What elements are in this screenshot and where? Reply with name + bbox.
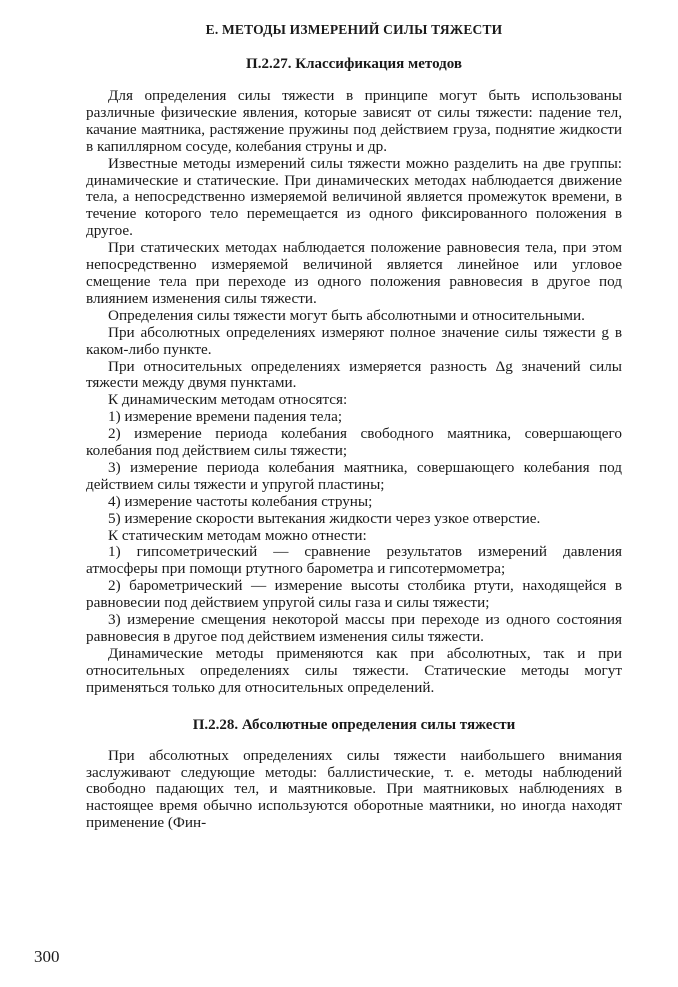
list-item: 3) измерение периода колебания маятника, совершающего колебания под действием силы тяжести и упругой пластины; [86,458,622,493]
paragraph: Определения силы тяжести могут быть абсолютными и относительными. [108,306,585,324]
list-item: 2) барометрический — измерение высоты столбика ртути, находящейся в равновесии под действием упругой силы газа и силы тяжести; [86,577,622,612]
paragraph: При относительных определениях измеряется разность Δg значений силы тяжести между двумя пунктами. [86,357,622,392]
list-item: 4) измерение частоты колебания струны; [108,492,373,510]
list-item: 1) измерение времени падения тела; [108,408,343,426]
section-title-2-28: П.2.28. Абсолютные определения силы тяжести [192,716,516,733]
section-body-2-28 [86,748,622,833]
list-item: 3) измерение смещения некоторой массы при переходе из одного состояния равновесия в другое под действием изменения силы тяжести. [86,611,622,645]
paragraph: Динамические методы применяются как при абсолютных, так и при относительных определениях силы тяжести. Статические методы могут применяться только для относительных определений. [86,644,622,696]
list-item: 2) измерение периода колебания свободного маятника, совершающего колебания под действием силы тяжести; [86,425,622,460]
page-number: 300 [34,947,60,966]
paragraph: При статических методах наблюдается положение равновесия тела, при этом непосредственно измеряемой величиной является линейное или угловое смещение тела при переходе из одного положения равновесия в другое под влиянием изменения силы тяжести. [86,239,622,307]
paragraph: Для определения силы тяжести в принципе могут быть использованы различные физические явления, которые зависят от силы тяжести: падение тел, качание маятника, растяжение пружины под действием груза, поднятие жидкости в капиллярном сосуде, колебания струны и др. [86,87,622,155]
section-body-2-27 [86,88,622,697]
list-item: 1) гипсометрический — сравнение результатов измерений давления атмосферы при помощи ртутного барометра и гипсотермометра; [86,543,622,578]
paragraph: Известные методы измерений силы тяжести можно разделить на две группы: динамические и статические. При динамических методах наблюдается движение тела, а непосредственно измеряемой величиной является промежуток времени, в течение которого тело перемещается из одного фиксированного положения в другое. [86,154,622,240]
paragraph: К динамическим методам относятся: [108,391,348,409]
chapter-title: Е. МЕТОДЫ ИЗМЕРЕНИЙ СИЛЫ ТЯЖЕСТИ [205,22,503,37]
paragraph: При абсолютных определениях силы тяжести наибольшего внимания заслуживают следующие методы: баллистические, т. е. методы наблюдений свободно падающих тел, и маятниковые. При маятниковых наблюдениях в настоящее время обычно используются оборотные маятники, но иногда находят применение (Фин- [86,746,622,832]
document-page [86,22,622,832]
paragraph: К статическим методам можно отнести: [108,526,367,544]
list-item: 5) измерение скорости вытекания жидкости через узкое отверстие. [108,509,541,527]
section-title-2-27: П.2.27. Классификация методов [246,56,462,72]
paragraph: При абсолютных определениях измеряют полное значение силы тяжести g в каком-либо пункте. [86,323,622,358]
